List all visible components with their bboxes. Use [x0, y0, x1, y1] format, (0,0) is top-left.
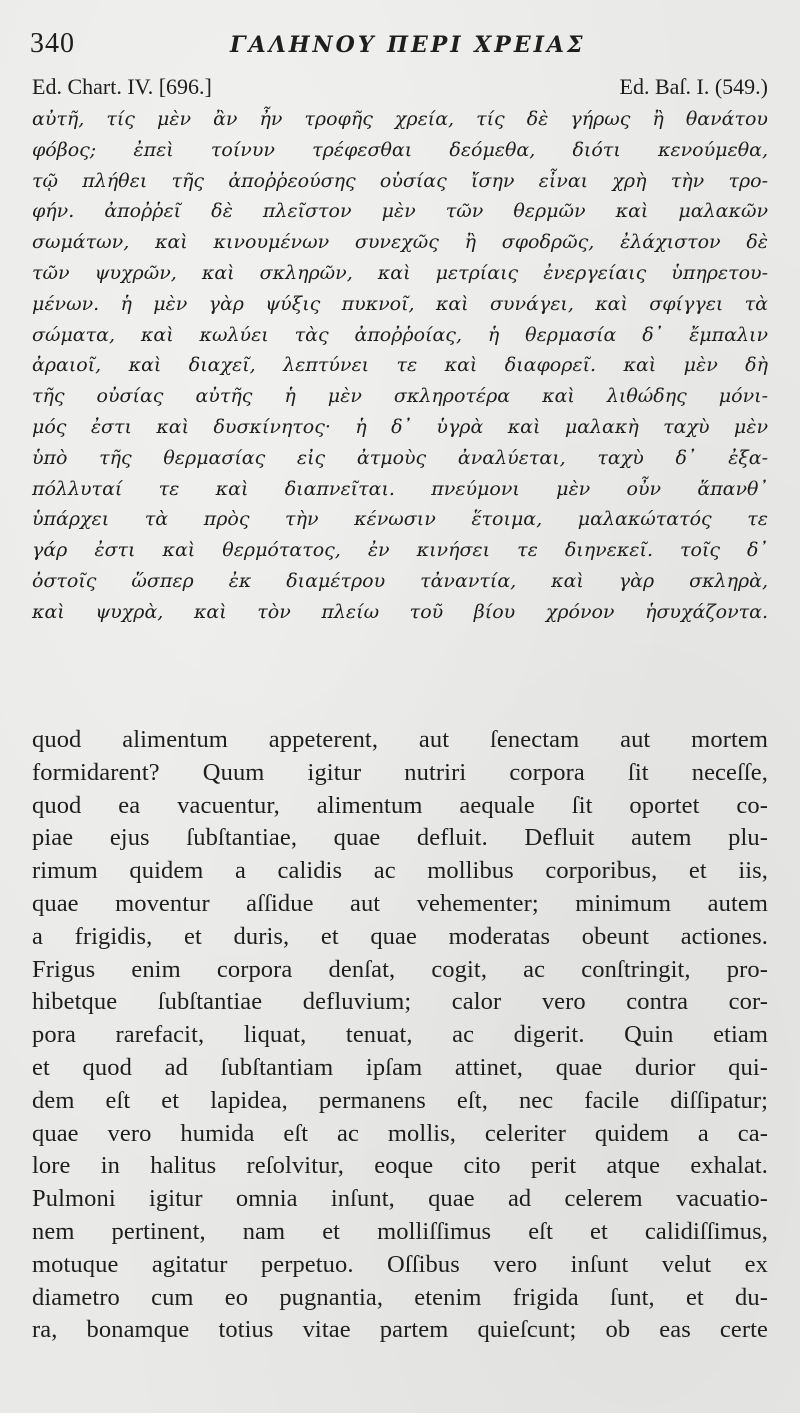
- latin-line: Pulmoni igitur omnia inſunt, quae ad celerem vacuatio-: [32, 1185, 768, 1213]
- greek-line: τῆς οὐσίας αὐτῆς ἡ μὲν σκληροτέρα καὶ λιθώδης μόνι-: [32, 385, 768, 408]
- latin-line: formidarent? Quum igitur nutriri corpora ſit neceſſe,: [32, 758, 768, 786]
- greek-line: φόβος; ἐπεὶ τοίνυν τρέφεσθαι δεόμεθα, διότι κενούμεθα,: [32, 138, 768, 161]
- latin-line: a frigidis, et duris, et quae moderatas obeunt actiones.: [32, 922, 768, 950]
- greek-line: σώματα, καὶ κωλύει τὰς ἀποῤῥοίας, ἡ θερμασία δ᾽ ἔμπαλιν: [32, 323, 768, 346]
- greek-line: τῶν ψυχρῶν, καὶ σκληρῶν, καὶ μετρίαις ἐνεργείαις ὑπηρετου-: [32, 261, 768, 284]
- latin-line: ra, bonamque totius vitae partem quieſcunt; ob eas certe: [32, 1316, 768, 1344]
- edition-reference-right: Ed. Baſ. I. (549.): [619, 74, 768, 99]
- greek-line: αὐτῆ, τίς μὲν ἂν ἦν τροφῆς χρεία, τίς δὲ γήρως ἢ θανάτου: [32, 108, 768, 130]
- greek-line: φήν. ἀποῤῥεῖ δὲ πλεῖστον μὲν τῶν θερμῶν καὶ μαλακῶν: [32, 200, 768, 223]
- latin-line: diametro cum eo pugnantia, etenim frigida ſunt, et du-: [32, 1283, 768, 1311]
- greek-line: μένων. ἡ μὲν γὰρ ψύξις πυκνοῖ, καὶ συνάγει, καὶ σφίγγει τὰ: [32, 292, 768, 315]
- greek-line: πόλλυταί τε καὶ διαπνεῖται. πνεύμονι μὲν οὖν ἅπανθ᾽: [32, 477, 768, 500]
- latin-line: rimum quidem a calidis ac mollibus corporibus, et iis,: [32, 857, 768, 885]
- latin-line: et quod ad ſubſtantiam ipſam attinet, quae durior qui-: [32, 1053, 768, 1081]
- running-head: ΓΑΛΗΝΟΥ ΠΕΡΙ ΧΡΕΙΑΣ: [230, 32, 586, 58]
- greek-line: ὀστοῖς ὥσπερ ἐκ διαμέτρου τἀναντία, καὶ γὰρ σκληρὰ,: [32, 569, 768, 592]
- edition-reference-left: Ed. Chart. IV. [696.]: [32, 74, 212, 99]
- latin-line: hibetque ſubſtantiae defluvium; calor vero contra cor-: [32, 988, 768, 1016]
- latin-text-block: [32, 724, 768, 1347]
- latin-line: nem pertinent, nam et molliſſimus eſt et calidiſſimus,: [32, 1217, 768, 1245]
- latin-line: lore in halitus reſolvitur, eoque cito perit atque exhalat.: [32, 1152, 768, 1180]
- greek-line: γάρ ἐστι καὶ θερμότατος, ἐν κινήσει τε διηνεκεῖ. τοῖς δ᾽: [32, 539, 768, 562]
- greek-line: καὶ ψυχρὰ, καὶ τὸν πλείω τοῦ βίου χρόνον ἡσυχάζοντα.: [32, 600, 768, 623]
- latin-line: Frigus enim corpora denſat, cogit, ac conſtringit, pro-: [32, 955, 768, 983]
- latin-line: dem eſt et lapidea, permanens eſt, nec facile diſſipatur;: [32, 1086, 768, 1114]
- latin-line: piae ejus ſubſtantiae, quae defluit. Defluit autem plu-: [32, 824, 768, 852]
- latin-line: pora rarefacit, liquat, tenuat, ac digerit. Quin etiam: [32, 1021, 768, 1049]
- greek-line: μός ἐστι καὶ δυσκίνητος· ἡ δ᾽ ὑγρὰ καὶ μαλακὴ ταχὺ μὲν: [32, 415, 768, 438]
- page-number: 340: [30, 28, 75, 59]
- page-header: [30, 28, 770, 64]
- latin-line: quae vero humida eſt ac mollis, celeriter quidem a ca-: [32, 1119, 768, 1147]
- greek-line: ὑπὸ τῆς θερμασίας εἰς ἀτμοὺς ἀναλύεται, ταχὺ δ᾽ ἐξα-: [32, 446, 768, 469]
- latin-line: quod alimentum appeterent, aut ſenectam aut mortem: [32, 726, 768, 753]
- latin-line: quae moventur aſſidue aut vehementer; minimum autem: [32, 889, 768, 917]
- greek-line: ἀραιοῖ, καὶ διαχεῖ, λεπτύνει τε καὶ διαφορεῖ. καὶ μὲν δὴ: [32, 354, 768, 377]
- greek-line: τῷ πλήθει τῆς ἀποῤῥεούσης οὐσίας ἴσην εἶναι χρὴ τὴν τρο-: [32, 169, 768, 192]
- edition-reference-line: [32, 74, 768, 102]
- greek-text-block: [32, 104, 768, 628]
- greek-line: σωμάτων, καὶ κινουμένων συνεχῶς ἢ σφοδρῶς, ἐλάχιστον δὲ: [32, 231, 768, 254]
- greek-line: ὑπάρχει τὰ πρὸς τὴν κένωσιν ἕτοιμα, μαλακώτατός τε: [32, 508, 768, 531]
- latin-line: quod ea vacuentur, alimentum aequale ſit oportet co-: [32, 791, 768, 819]
- latin-line: motuque agitatur perpetuo. Oſſibus vero inſunt velut ex: [32, 1250, 768, 1278]
